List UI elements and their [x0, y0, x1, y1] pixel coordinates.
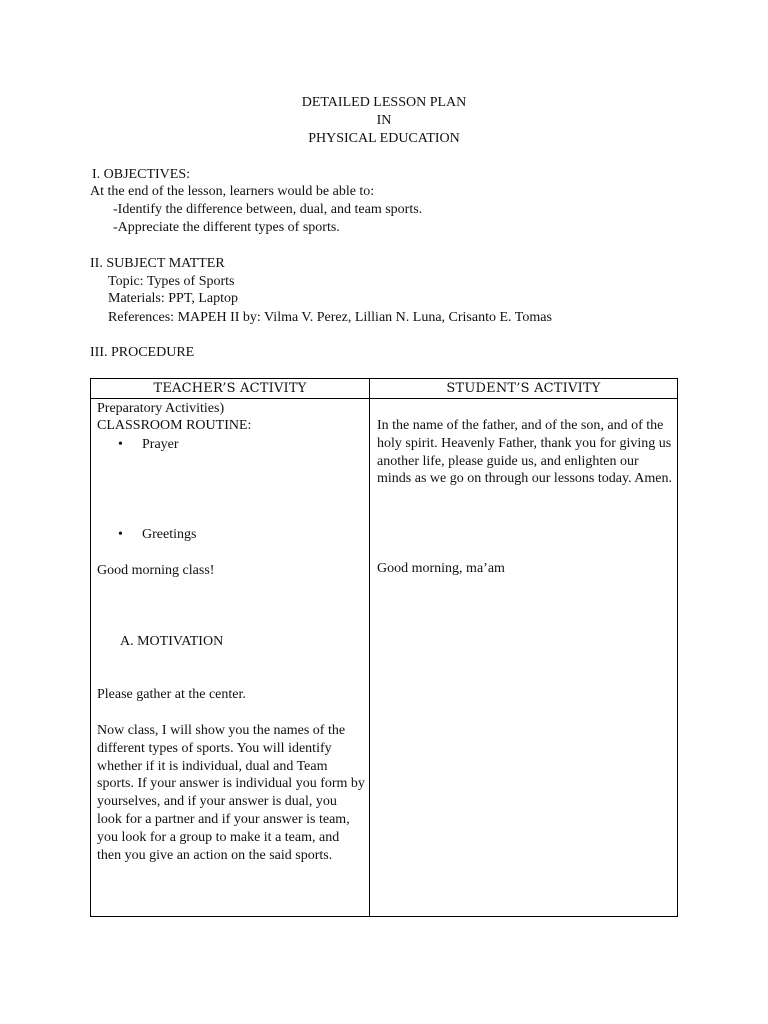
subject-topic: Topic: Types of Sports [108, 274, 235, 289]
student-prayer: In the name of the father, and of the son, and of the holy spirit. Heavenly Father, thank you for giving us another life, please guide us, and enlighten our minds as we go on through our lessons today. Amen. [377, 418, 673, 487]
motivation-instructions: Now class, I will show you the names of the different types of sports. You will identify whether if it is individual, dual and Team sports. If your answer is individual you form by yourselves, and if your answer is dual, you look for a partner and if your answer is team, you look for a group to make it a team, and then you give an action on the said sports. [97, 723, 365, 863]
procedure-heading: III. PROCEDURE [90, 345, 195, 360]
preparatory-activities: Preparatory Activities) [97, 401, 225, 416]
motivation-heading: A. MOTIVATION [120, 634, 224, 649]
bullet-prayer: • Prayer [142, 436, 179, 454]
objective-item: -Appreciate the different types of sports. [113, 220, 340, 235]
objectives-heading: I. OBJECTIVES: [92, 167, 190, 182]
title-line-1: DETAILED LESSON PLAN [301, 95, 467, 110]
subject-matter-heading: II. SUBJECT MATTER [90, 256, 225, 271]
bullet-greetings: • Greetings [142, 526, 196, 544]
objectives-intro: At the end of the lesson, learners would be able to: [90, 184, 375, 199]
teacher-activity-header: TEACHER’S ACTIVITY [153, 381, 307, 396]
classroom-routine: CLASSROOM ROUTINE: [97, 418, 252, 433]
subject-materials: Materials: PPT, Laptop [108, 291, 238, 306]
gather-instruction: Please gather at the center. [97, 687, 246, 702]
objective-item: -Identify the difference between, dual, and team sports. [113, 202, 423, 217]
table-header-divider [90, 398, 678, 399]
title-line-2: IN [376, 113, 392, 128]
student-activity-header: STUDENT’S ACTIVITY [446, 381, 601, 396]
subject-references: References: MAPEH II by: Vilma V. Perez, Lillian N. Luna, Crisanto E. Tomas [108, 310, 552, 325]
title-line-3: PHYSICAL EDUCATION [308, 131, 460, 146]
student-greeting-reply: Good morning, ma’am [377, 561, 505, 576]
table-column-divider [369, 378, 370, 917]
teacher-greeting: Good morning class! [97, 563, 215, 578]
